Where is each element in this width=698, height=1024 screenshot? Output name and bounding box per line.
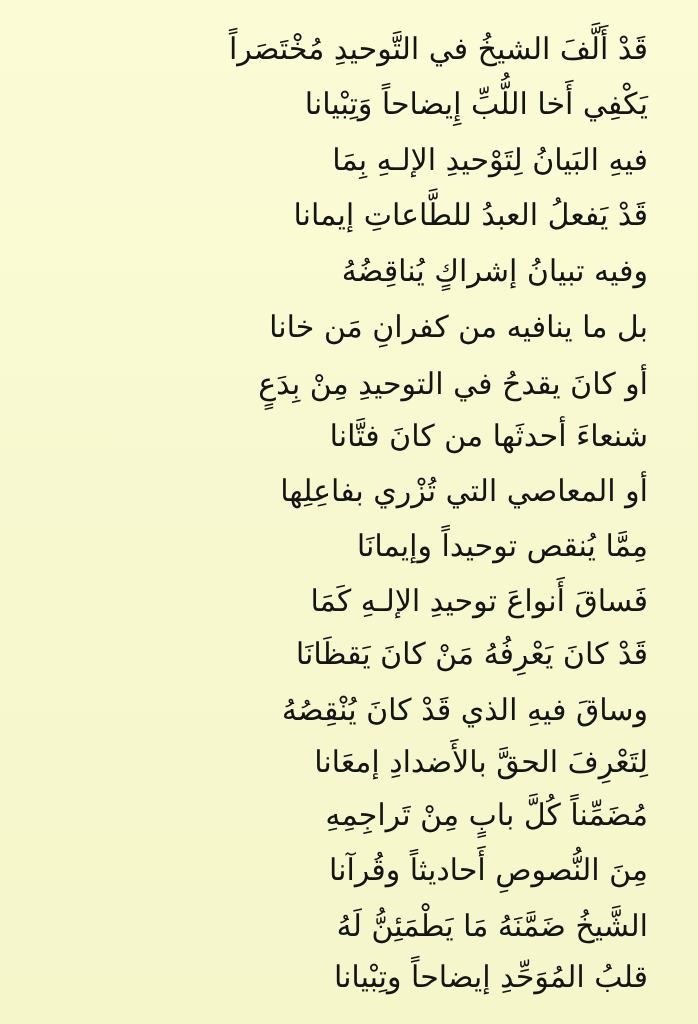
poem-line: وفيه تبيانُ إشراكٍ يُناقِضُهُ	[341, 254, 648, 289]
poem-line: فَساقَ أَنواعَ توحيدِ الإلـهِ كَمَا	[310, 584, 648, 619]
poem-line: قلبُ المُوَحِّدِ إيضاحاً وتِبْيانا	[333, 960, 648, 995]
poem-line: الشَّيخُ ضَمَّنَهُ مَا يَطْمَئِنُّ لَهُ	[336, 909, 648, 944]
poem-line: مِنَ النُّصوصِ أَحاديثاً وقُرآنا	[329, 853, 648, 888]
poem-line: شنعاءَ أحدثَها من كانَ فتَّانا	[329, 419, 648, 454]
poem-line: وساقَ فيهِ الذي قَدْ كانَ يُنْقِصُهُ	[281, 693, 648, 728]
poem-line: قَدْ كانَ يَعْرِفُهُ مَنْ كانَ يَقظَانَا	[295, 637, 648, 672]
poem-line: قَدْ أَلَّفَ الشيخُ في التَّوحيدِ مُخْتَصَراً	[228, 32, 648, 67]
poem-line: يَكْفِي أَخا اللُّبِّ إِيضاحاً وَتِبْيانا	[304, 87, 648, 122]
poem-line: أو المعاصي التي تُزْري بفاعِلِها	[280, 474, 648, 509]
poem-line: مُضَمِّناً كُلَّ بابٍ مِنْ تَراجِمِهِ	[325, 798, 648, 833]
poem-line: أو كانَ يقدحُ في التوحيدِ مِنْ بِدَعٍ	[258, 367, 648, 402]
poem-line: مِمَّا يُنقص توحيداً وإيمانَا	[356, 529, 648, 564]
poem-line: قَدْ يَفعلُ العبدُ للطَّاعاتِ إيمانا	[293, 198, 648, 233]
poem-line: لِتَعْرِفَ الحقَّ بالأَضدادِ إمعَانا	[314, 745, 648, 780]
poem-line: فيهِ البَيانُ لِتَوْحيدِ الإلـهِ بِمَا	[332, 143, 648, 178]
poem-line: بل ما ينافيه من كفرانِ مَن خانا	[269, 310, 648, 345]
